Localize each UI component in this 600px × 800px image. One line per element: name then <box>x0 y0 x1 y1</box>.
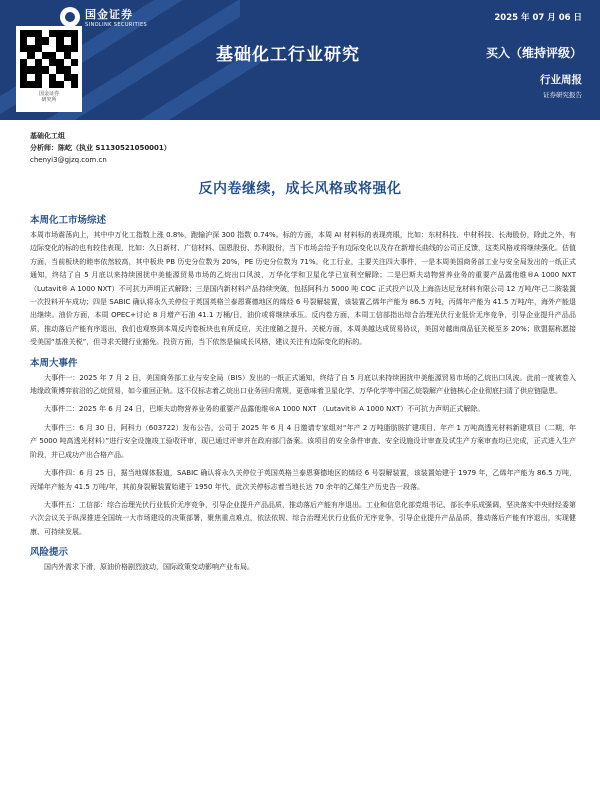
page-title: 反内卷继续，成长风格或将强化 <box>198 181 402 197</box>
section-title-risk: 风险提示 <box>30 547 69 559</box>
logo-en-text: SINOLINK SECURITIES <box>85 22 148 28</box>
logo-mark-icon <box>60 7 80 27</box>
rating-badge: 买入（维持评级） <box>485 46 582 60</box>
qr-caption-line1: 国金证券 <box>38 91 59 97</box>
report-date: 2025 年 07 月 06 日 <box>494 13 582 23</box>
qr-code <box>16 26 82 112</box>
report-body <box>30 212 576 575</box>
sinolink-logo <box>60 6 147 28</box>
qr-code-icon <box>20 30 78 88</box>
event-item: 大事件二：2025 年 6 月 24 日，巴斯夫动物营养业务的重要产品露他维®A 1000 NXT （Lutavit® A 1000 NXT）不可抗力声明正式解除。 <box>44 405 485 414</box>
report-title: 基础化工行业研究 <box>216 45 360 65</box>
section-title-market: 本周化工市场综述 <box>30 215 107 226</box>
event-item: 大事件四：6 月 25 日，据当地媒体报道，SABIC 确认将永久关停位于英国英格兰泰恩赛德地区的烯烃 6 号裂解装置，该装置始建于 1979 年，乙烯年产能为 86.5 万吨，丙烯年产能为 41.5 万吨/年，其前身裂解装置始建于 1950 年代，此次关停标志着当地长达 70 余年的乙烯生产历史告一段落。 <box>30 469 576 491</box>
analyst-info <box>30 130 171 166</box>
event-item: 大事件一：2025 年 7 月 2 日，美国商务部工业与安全局（BIS）发出的一纸正式通知，终结了自 5 月底以来持续困扰中美能源贸易市场的乙烷出口风波。此前一度被卷入地缘政策博弈前沿的乙烷贸易，如今重回正轨。这不仅标志着乙烷出口业务回归常规，更意味着卫星化学、万华化学等中国乙烷裂解产业链核心企业彻底扫清了供应链隐患。 <box>30 373 576 396</box>
event-item: 大事件三：6 月 30 日，阿科力（603722）发布公告，公司于 2025 年 6 月 4 日邀请专家组对“年产 2 万吨脂肪胺扩建项目、年产 1 万吨高透光材料新建项目（二期，年产 5000 吨高透光材料）”进行安全设施竣工验收评审，现已通过评审并在政府部门备案。该项目的安全条件审查、安全设施设计审查及试生产方案审查均已完成，正式进入生产阶段，并已成功产出合格产品。 <box>30 423 576 459</box>
logo-cn-text: 国金证券 <box>85 8 133 21</box>
report-header <box>0 0 600 120</box>
analyst-email[interactable]: chenyi3@gjzq.com.cn <box>30 156 107 164</box>
section-title-events: 本周大事件 <box>30 357 78 369</box>
risk-paragraph: 国内外需求下滑，原油价格剧烈波动，国际政策变动影响产业布局。 <box>44 563 254 572</box>
market-review-paragraph: 本周市场震荡向上，其中中万化工指数上涨 0.8%，跑输沪深 300 指数 0.74%。标的方面，本周 AI 材料标的表现亮眼，比如：东材科技、中材科技、长海股份，除此之外，有边际变化的标的也有较佳表现，比如：久日新材、广信材料、国恩股份、苏利股份，当下市场会给予有边际变化以及存在新增长曲线的公司正反馈，这类风格或将继续强化。估值方面，当前板块的睦率依然较高，其中板块 PB 历史分位数为 20%，PE 历史分位数为 71%。化工行业，主要关注四大事件，一是本周美国商务部工业与安全局发出的一纸正式通知，终结了自 5 月底以来持续困扰中美能源贸易市场的乙烷出口风波，万华化学和卫星化学已宣利空解除；二是巴斯夫动物营养业务的重要产品露他维®A 1000 NXT （Lutavit® A 1000 NXT）不可抗力声明正式解除；三是国内新材料产品持续突破，包括阿科力 5000 吨 COC 正式投产以及上海浩达尼龙材料有限公司 12 万吨/年己二胺装置一次投料开车成功；四是 SABIC 确认将永久关停位于英国英格兰泰恩赛德地区的烯烃 6 号裂解装置，该装置乙烯年产能为 86.5 万吨，丙烯年产能为 41.5 万吨/年，海外产能退出继续。油价方面，本周 OPEC+讨论 8 月增产石油 41.1 万桶/日，油价或将继续承压。反内卷方面，本周工信部指出综合治理光伏行业低价无序竞争，引导企业提升产品品质，推动落后产能有序退出，我们也观察到本周反内卷板块也有所反应，关注度随之提升。关税方面，本周美越达成贸易协议，美国对越南商品征关税至多 20%；欧盟据称愿接受美国“基准关税”，但寻求关键行业豁免。投资方面，当下依然是偏成长风格，建议关注有边际变化的标的。 <box>30 231 576 347</box>
event-item: 大事件五：工信部：综合治理光伏行业低价无序竞争，引导企业提升产品品质，推动落后产能有序退出。工业和信息化部党组书记、部长李乐成强调，坚决落实中央财经委第六次会议关于纵深推进全国统一大市场建设的决策部署，聚焦重点难点，依法依规、综合治理光伏行业低价无序竞争，引导企业提升产品品质，推动落后产能有序退出，实现健康、可持续发展。 <box>30 500 576 536</box>
report-type: 行业周报 <box>540 74 582 86</box>
analyst-group: 基础化工组 <box>30 132 65 140</box>
qr-caption-line2: 研究所 <box>41 96 57 103</box>
report-subtype: 证券研究报告 <box>543 91 582 99</box>
analyst-name: 分析师：陈屹（执业 S1130521050001） <box>30 144 171 152</box>
